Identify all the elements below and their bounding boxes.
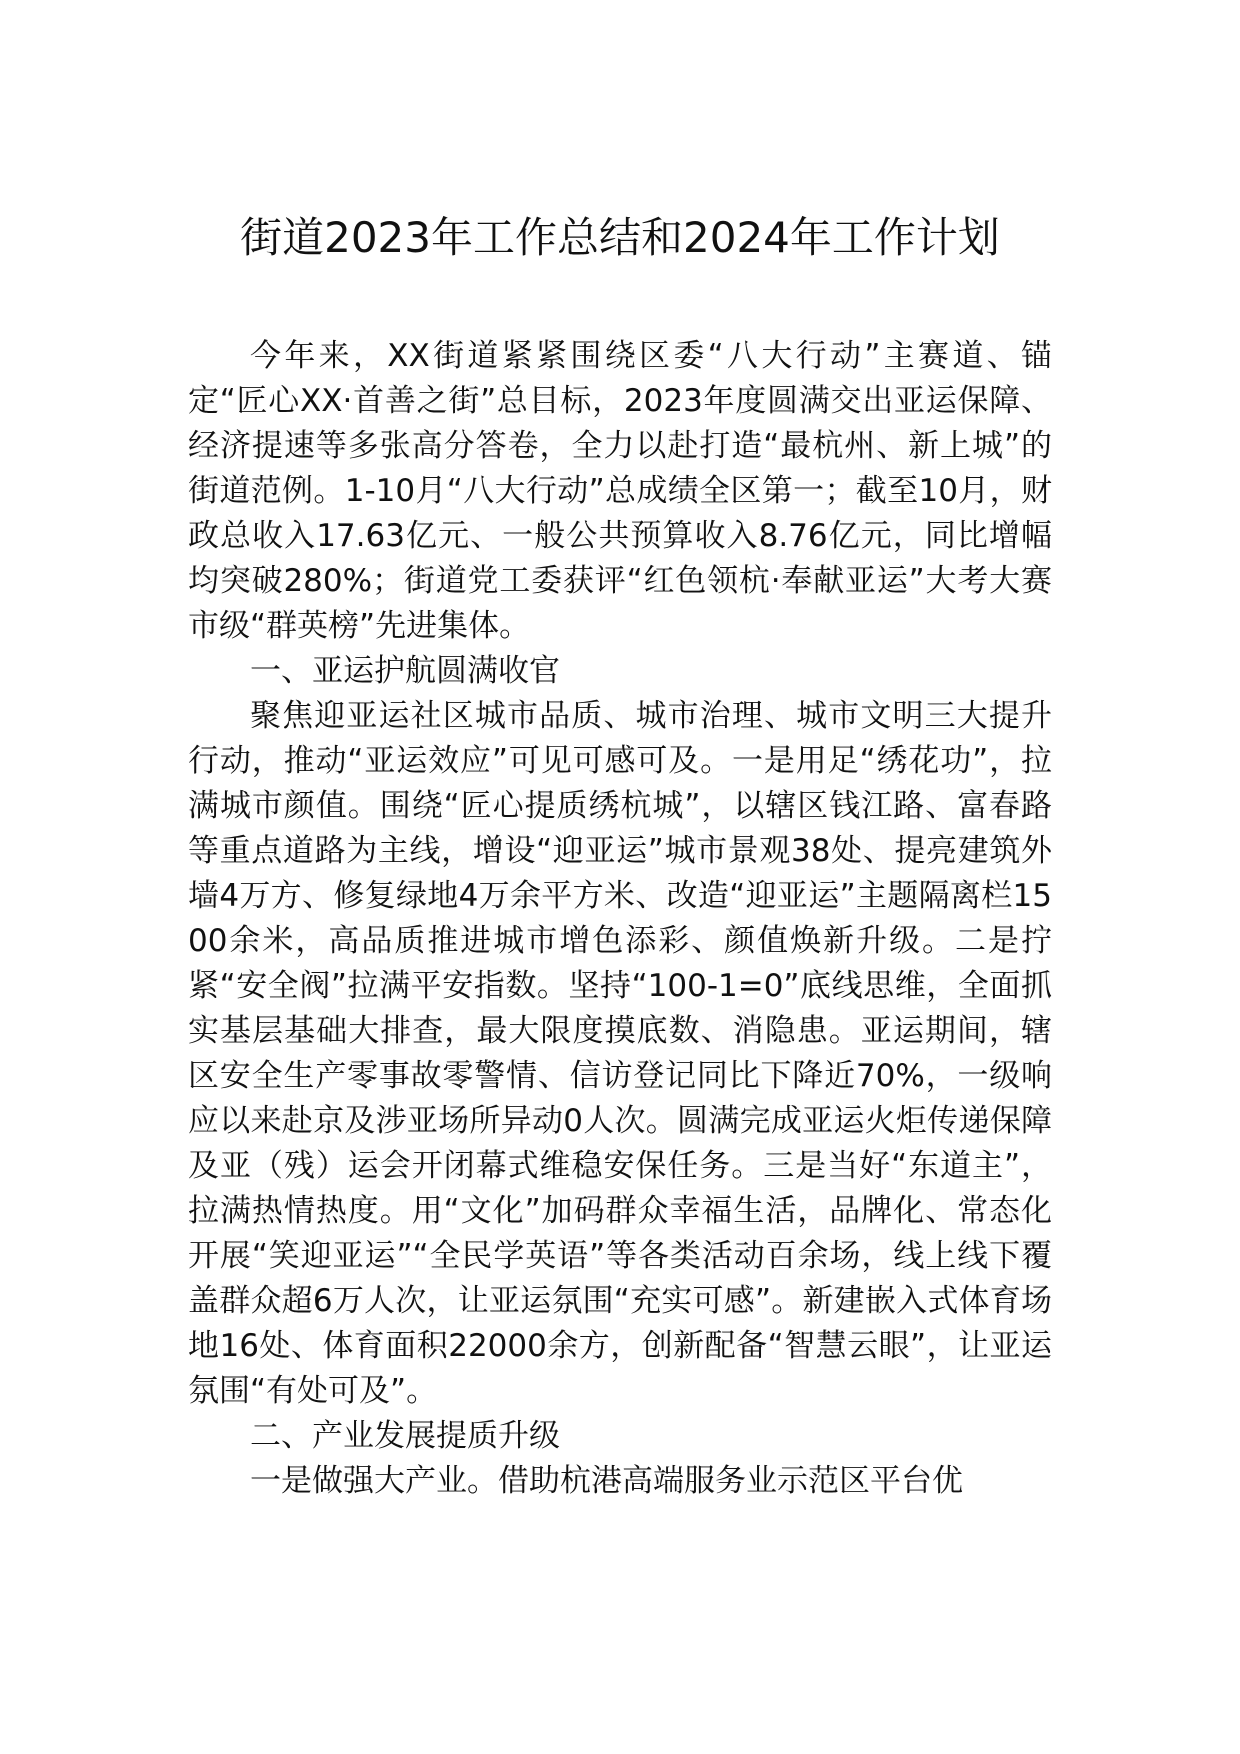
- document-title: 街道2023年工作总结和2024年工作计划: [240, 213, 1000, 262]
- intro-paragraph: 今年来，XX街道紧紧围绕区委“八大行动”主赛道、锚定“匠心XX·首善之街”总目标，2023年度圆满交出亚运保障、经济提速等多张高分答卷，全力以赴打造“最杭州、新上城”的街道范例。1-10月“八大行动”总成绩全区第一；截至10月，财政总收入17.63亿元、一般公共预算收入8.76亿元，同比增幅均突破280%；街道党工委获评“红色领杭·奉献亚运”大考大赛市级“群英榜”先进集体。: [188, 338, 1052, 644]
- section-heading-2: 二、产业发展提质升级: [250, 1418, 560, 1454]
- section-heading-1: 一、亚运护航圆满收官: [250, 653, 560, 689]
- section-1-paragraph: 聚焦迎亚运社区城市品质、城市治理、城市文明三大提升行动，推动“亚运效应”可见可感可及。一是用足“绣花功”，拉满城市颜值。围绕“匠心提质绣杭城”，以辖区钱江路、富春路等重点道路为主线，增设“迎亚运”城市景观38处、提亮建筑外墙4万方、修复绿地4万余平方米、改造“迎亚运”主题隔离栏1500余米，高品质推进城市增色添彩、颜值焕新升级。二是拧紧“安全阀”拉满平安指数。坚持“100-1=0”底线思维，全面抓实基层基础大排查，最大限度摸底数、消隐患。亚运期间，辖区安全生产零事故零警情、信访登记同比下降近70%，一级响应以来赴京及涉亚场所异动0人次。圆满完成亚运火炬传递保障及亚（残）运会开闭幕式维稳安保任务。三是当好“东道主”，拉满热情热度。用“文化”加码群众幸福生活，品牌化、常态化开展“笑迎亚运”“全民学英语”等各类活动百余场，线上线下覆盖群众超6万人次，让亚运氛围“充实可感”。新建嵌入式体育场地16处、体育面积22000余方，创新配备“智慧云眼”，让亚运氛围“有处可及”。: [188, 698, 1052, 1409]
- document-body: [188, 334, 1052, 1504]
- section-2-paragraph: 一是做强大产业。借助杭港高端服务业示范区平台优: [250, 1463, 963, 1499]
